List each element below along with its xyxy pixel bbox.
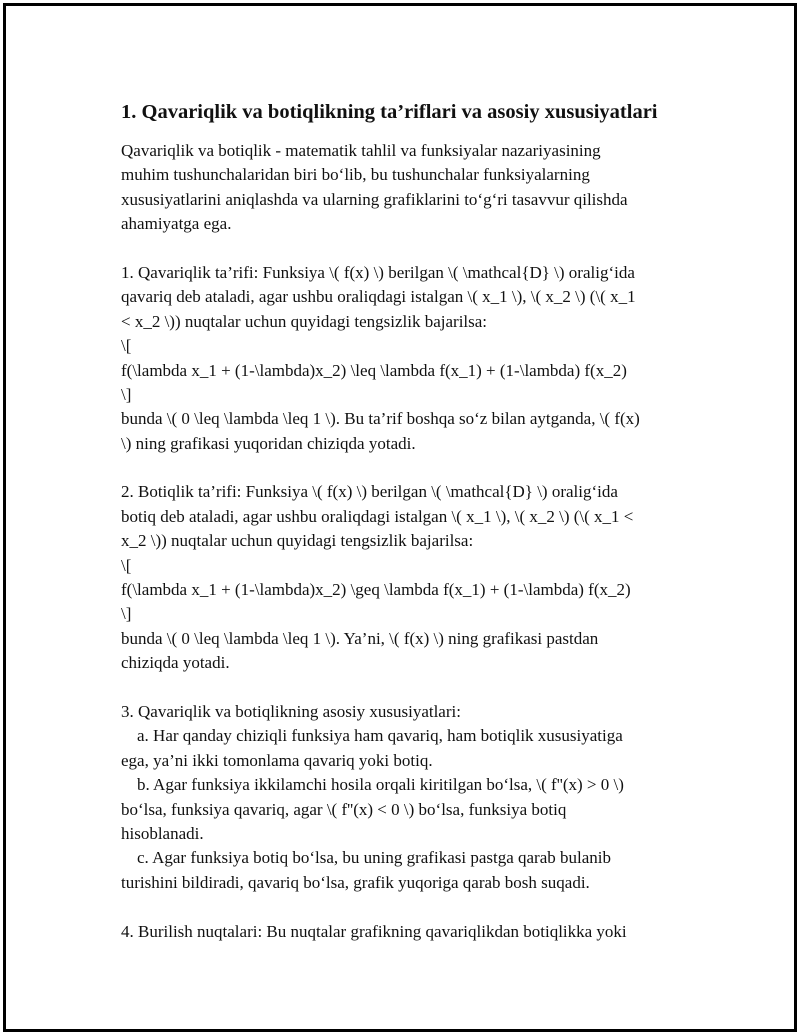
document-body — [121, 98, 686, 944]
text-line: turishini bildiradi, qavariq bo‘lsa, grafik yuqoriga qarab bosh suqadi. — [121, 872, 590, 892]
list-item-c: c. Agar funksiya botiq bo‘lsa, bu uning grafikasi pastga qarab bulanib — [137, 848, 611, 868]
concavity-definition-section — [121, 480, 686, 675]
convexity-definition-section — [121, 261, 686, 456]
text-line: bo‘lsa, funksiya qavariq, agar \( f''(x) < 0 \) bo‘lsa, funksiya botiq — [121, 799, 567, 819]
text-line: qavariq deb ataladi, agar ushbu oraliqdagi istalgan \( x_1 \), \( x_2 \) (\( x_1 — [121, 287, 636, 307]
formula-line: f(\lambda x_1 + (1-\lambda)x_2) \geq \lambda f(x_1) + (1-\lambda) f(x_2) — [121, 580, 631, 600]
properties-section — [121, 700, 686, 895]
text-line: 4. Burilish nuqtalari: Bu nuqtalar grafikning qavariqlikdan botiqlikka yoki — [121, 921, 627, 941]
text-line: chiziqda yotadi. — [121, 653, 230, 673]
blank-line — [121, 676, 686, 700]
text-line: muhim tushunchalaridan biri bo‘lib, bu tushunchalar funksiyalarning — [121, 165, 590, 185]
document-title: 1. Qavariqlik va botiqlikning ta’riflari va asosiy xususiyatlari — [121, 101, 658, 123]
text-line: ega, ya’ni ikki tomonlama qavariq yoki botiq. — [121, 750, 433, 770]
text-line: \] — [121, 604, 132, 624]
intro-paragraph — [121, 139, 686, 237]
text-line: botiq deb ataladi, agar ushbu oraliqdagi istalgan \( x_1 \), \( x_2 \) (\( x_1 < — [121, 506, 634, 526]
section-heading: 3. Qavariqlik va botiqlikning asosiy xususiyatlari: — [121, 701, 461, 721]
formula-line: f(\lambda x_1 + (1-\lambda)x_2) \leq \lambda f(x_1) + (1-\lambda) f(x_2) — [121, 360, 627, 380]
text-line: bunda \( 0 \leq \lambda \leq 1 \). Bu ta’rif boshqa so‘z bilan aytganda, \( f(x) — [121, 409, 640, 429]
text-line: \) ning grafikasi yuqoridan chiziqda yotadi. — [121, 433, 416, 453]
blank-line — [121, 895, 686, 919]
text-line: Qavariqlik va botiqlik - matematik tahlil va funksiyalar nazariyasining — [121, 141, 601, 160]
page-frame — [3, 3, 797, 1032]
text-line: 2. Botiqlik ta’rifi: Funksiya \( f(x) \) berilgan \( \mathcal{D} \) oralig‘ida — [121, 482, 618, 502]
inflection-points-section — [121, 920, 686, 944]
text-line: xususiyatlarini aniqlashda va ularning grafiklarini to‘g‘ri tasavvur qilishda — [121, 189, 628, 209]
text-line: \] — [121, 384, 132, 404]
list-item-a: a. Har qanday chiziqli funksiya ham qavariq, ham botiqlik xususiyatiga — [137, 726, 623, 746]
text-line: bunda \( 0 \leq \lambda \leq 1 \). Ya’ni, \( f(x) \) ning grafikasi pastdan — [121, 628, 599, 648]
text-line: \[ — [121, 555, 132, 575]
text-line: x_2 \)) nuqtalar uchun quyidagi tengsizlik bajarilsa: — [121, 531, 474, 551]
text-line: hisoblanadi. — [121, 823, 204, 843]
list-item-b: b. Agar funksiya ikkilamchi hosila orqali kiritilgan bo‘lsa, \( f''(x) > 0 \) — [137, 775, 624, 795]
text-line: < x_2 \)) nuqtalar uchun quyidagi tengsizlik bajarilsa: — [121, 311, 488, 331]
blank-line — [121, 237, 686, 261]
blank-line — [121, 456, 686, 480]
text-line: 1. Qavariqlik ta’rifi: Funksiya \( f(x) \) berilgan \( \mathcal{D} \) oralig‘ida — [121, 262, 635, 282]
text-line: \[ — [121, 336, 132, 356]
text-line: ahamiyatga ega. — [121, 214, 232, 234]
